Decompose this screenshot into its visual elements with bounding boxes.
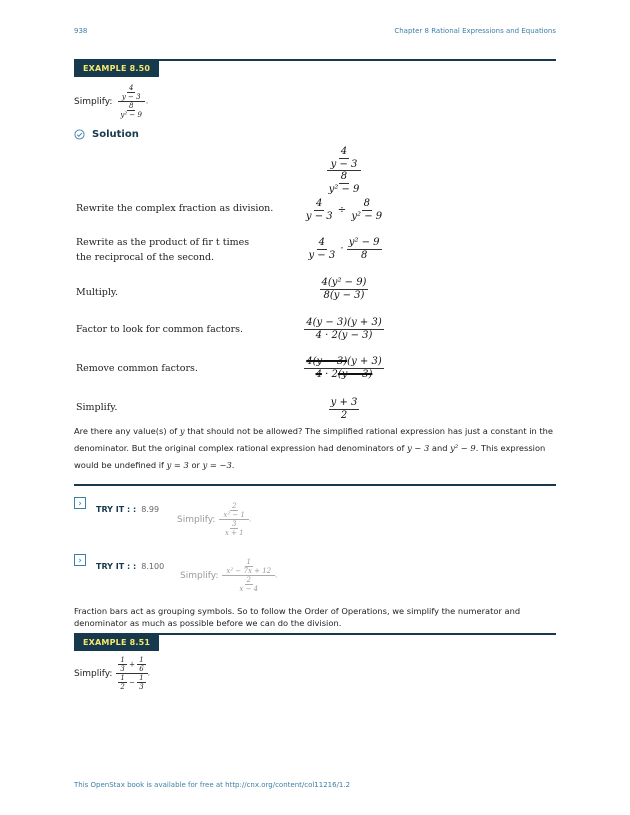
footer-note: This OpenStax book is available for free at http://cnx.org/content/col11216/1.2 xyxy=(74,781,351,789)
check-circle-icon xyxy=(74,129,85,140)
fraction-denominator: 3 xyxy=(139,683,144,692)
fraction-numerator: 4(y² − 9) xyxy=(321,277,367,288)
fraction-numerator: 8 xyxy=(128,102,134,111)
page-number: 938 xyxy=(74,27,88,35)
simplify-label: Simplify: xyxy=(74,96,113,107)
cancelled-factor: (y − 3) xyxy=(337,368,373,380)
chapter-title: Chapter 8 Rational Expressions and Equations xyxy=(394,27,556,35)
remaining-factor: · 2 xyxy=(321,368,338,380)
try-it-problem: Simplify: $\frac{\frac{1}{\text{x² − 7x + 12}}}{\frac{2}{x - 4}}$ . xyxy=(180,558,278,594)
fraction-numerator: 1 xyxy=(139,656,144,664)
try-it-heading: TRY IT : : 8.100 xyxy=(96,562,165,571)
fraction-numerator: 3 xyxy=(231,520,237,529)
explanation-paragraph: Are there any value(s) of y that should not be allowed? The simplified rational expression has just a constant in the denominator. But the original complex rational expression had denominators of y − 3 and y² − 9. This expression would be undefined if y = 3 or y = −3. xyxy=(74,426,554,470)
try-it-problem: Simplify: $\frac{\frac{2}{\text{x² − 1}}}{\frac{3}{x + 1}}$ . xyxy=(177,502,252,538)
fraction-denominator: 2 xyxy=(120,683,125,692)
fraction-numerator: 1 xyxy=(120,674,125,683)
step-math xyxy=(244,397,444,421)
fraction-numerator: 8 xyxy=(340,171,348,182)
example-badge: EXAMPLE 8.50 xyxy=(74,61,159,77)
fraction-denominator: y − 3 xyxy=(330,158,358,170)
fraction-numerator: 1 xyxy=(246,558,251,566)
fraction-denominator: y² − 9 xyxy=(120,111,142,120)
solution-label: Solution xyxy=(92,129,139,140)
fraction-denominator: y² − 9 xyxy=(351,210,383,222)
step-math xyxy=(244,277,444,301)
fraction-denominator: x + 1 xyxy=(224,529,244,538)
operator: ÷ xyxy=(337,204,347,216)
fraction-denominator: y − 3 xyxy=(121,93,141,102)
fraction-numerator: 4 xyxy=(128,84,134,92)
fraction-denominator: y − 3 xyxy=(308,249,336,261)
complex-fraction: $\frac{\frac{4}{y - 3}}{\frac{8}{\text{y² − 9}}}$ . xyxy=(116,84,148,119)
fraction-denominator: x² − 7x + 12 xyxy=(226,567,272,576)
fraction-denominator: 2 xyxy=(340,409,348,421)
example-problem xyxy=(74,84,148,119)
fraction-numerator: 2 xyxy=(231,502,237,510)
example-badge: EXAMPLE 8.51 xyxy=(74,635,159,651)
fraction-numerator: 1 xyxy=(120,656,125,664)
fraction-denominator: x − 4 xyxy=(239,585,259,594)
step-label: Rewrite the complex fraction as division. xyxy=(76,203,274,214)
fraction-numerator: 4(y − 3)(y + 3) xyxy=(306,317,382,328)
solution-start-expression xyxy=(244,146,444,195)
step-label: Remove common factors. xyxy=(76,363,198,374)
fraction-denominator: 8(y − 3) xyxy=(323,289,365,301)
step-label: Factor to look for common factors. xyxy=(76,324,244,335)
fraction-denominator: 4 · 2(y − 3) xyxy=(315,329,373,341)
fraction-denominator: 8 xyxy=(360,249,368,261)
fraction-denominator: y² − 9 xyxy=(328,183,360,195)
fraction-numerator: 2 xyxy=(246,576,251,585)
try-it-heading: TRY IT : : 8.99 xyxy=(96,505,160,514)
step-label: Rewrite as the product of fir t times the reciprocal of the second. xyxy=(76,237,250,263)
solution-heading xyxy=(74,129,139,140)
fraction-denominator: 3 xyxy=(120,665,125,674)
fraction-denominator: x² − 1 xyxy=(223,511,245,520)
operator: · xyxy=(340,243,344,255)
fraction-numerator: 8 xyxy=(363,198,370,209)
grouping-paragraph: Fraction bars act as grouping symbols. So to follow the Order of Operations, we simplify the numerator and denominator as much as possible before we can do the division. xyxy=(74,606,521,628)
fraction-numerator: 4 xyxy=(340,146,348,157)
step-math xyxy=(244,237,444,261)
example-problem: Simplify: $\frac{1}{3}$ + $\frac{1}{6}$ $\frac{1}{2}$ − $\frac{1}{3}$ . xyxy=(74,656,150,692)
step-math xyxy=(244,317,444,341)
cancelled-factor: 4 xyxy=(315,368,322,380)
try-it-expand-button[interactable]: › xyxy=(74,554,86,566)
fraction-numerator: y² − 9 xyxy=(348,237,380,248)
fraction-numerator: 1 xyxy=(139,674,144,683)
try-it-rule xyxy=(74,484,556,486)
remaining-factor: (y + 3) xyxy=(347,356,382,367)
try-it-expand-button[interactable]: › xyxy=(74,497,86,509)
step-label: Multiply. xyxy=(76,287,118,298)
cancelled-factor: 4(y − 3) xyxy=(306,356,348,367)
fraction-denominator: y − 3 xyxy=(305,210,333,222)
step-math xyxy=(244,356,444,380)
fraction-numerator: 4 xyxy=(316,198,323,209)
fraction-denominator: 6 xyxy=(139,665,144,674)
fraction-numerator: y + 3 xyxy=(330,397,358,408)
fraction-numerator: 4 xyxy=(318,237,326,248)
step-label: Simplify. xyxy=(76,402,118,413)
step-math xyxy=(244,198,444,222)
